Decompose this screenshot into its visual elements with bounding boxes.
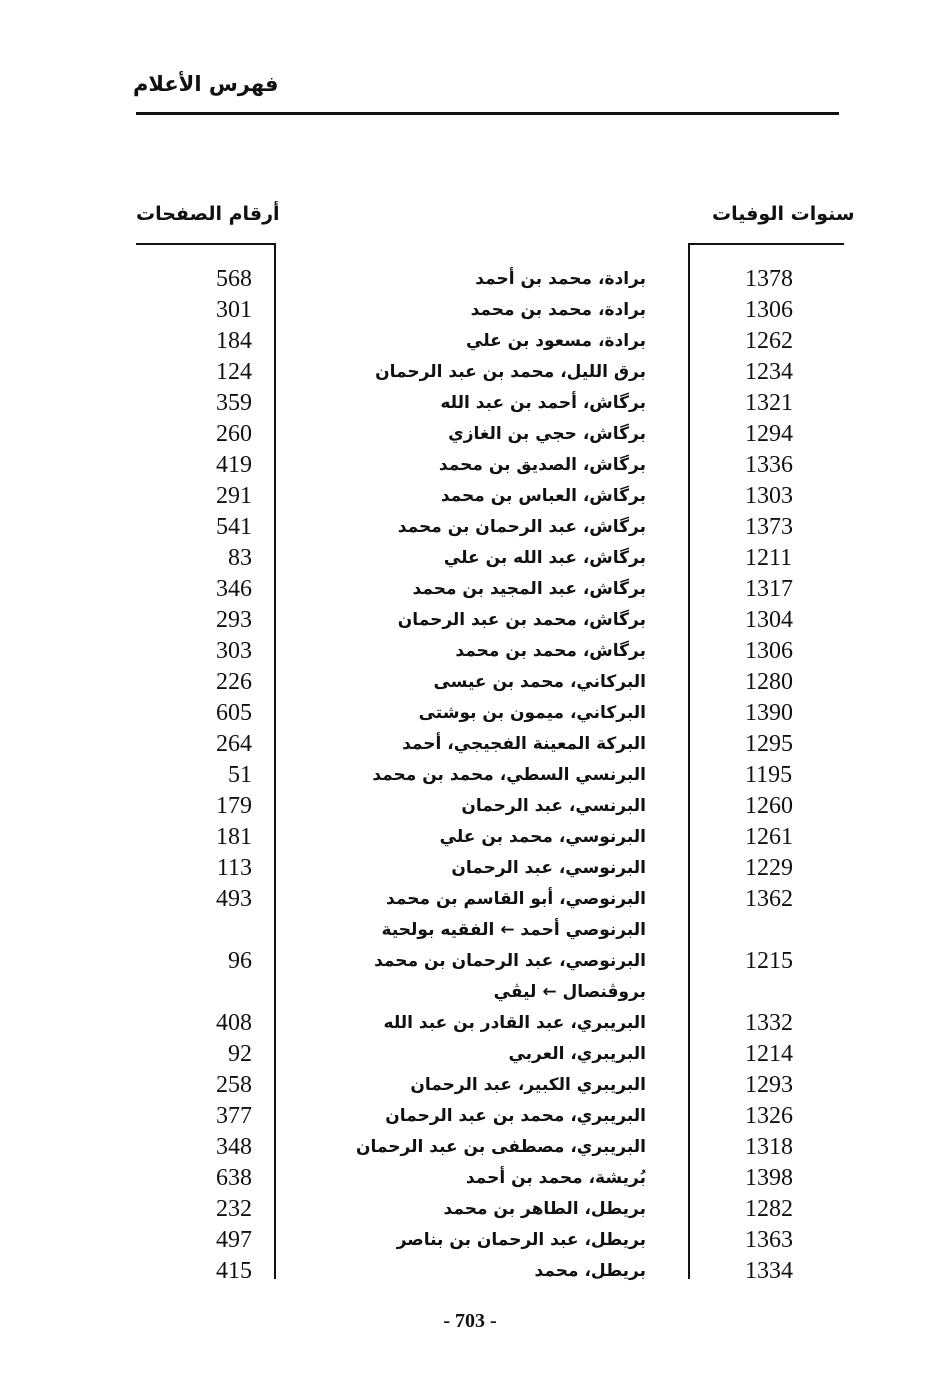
person-name-cell: البرنوسي، عبد الرحمان (451, 858, 646, 878)
index-row (0, 1070, 940, 1101)
page-number-cell: 301 (216, 297, 252, 323)
death-year-cell: 1363 (745, 1227, 793, 1253)
person-name-cell: البريبري، محمد بن عبد الرحمان (385, 1106, 646, 1126)
index-row (0, 915, 940, 946)
index-row (0, 1256, 940, 1287)
death-year-cell: 1303 (745, 483, 793, 509)
person-name-cell: البريبري، العربي (508, 1044, 646, 1064)
index-row (0, 1008, 940, 1039)
person-name-cell: برگاش، العباس بن محمد (440, 486, 646, 506)
index-row (0, 791, 940, 822)
person-name-cell: برگاش، عبد الله بن علي (443, 548, 646, 568)
death-year-cell: 1321 (745, 390, 793, 416)
death-year-cell: 1390 (745, 700, 793, 726)
index-table (0, 264, 940, 1287)
index-row (0, 1132, 940, 1163)
page-number: - 703 - (443, 1310, 497, 1332)
person-name-cell: البركاني، محمد بن عيسى (433, 672, 646, 692)
page-number-cell: 96 (228, 948, 252, 974)
page-number-cell: 260 (216, 421, 252, 447)
index-row (0, 636, 940, 667)
index-row (0, 326, 940, 357)
person-name-cell: برگاش، أحمد بن عبد الله (440, 393, 646, 413)
index-row (0, 1039, 940, 1070)
index-row (0, 977, 940, 1008)
index-row (0, 1163, 940, 1194)
years-column-header: سنوات الوفيات (712, 203, 855, 225)
page-number-cell: 415 (216, 1258, 252, 1284)
page-number-cell: 92 (228, 1041, 252, 1067)
death-year-cell: 1229 (745, 855, 793, 881)
running-head: فهرس الأعلام (133, 72, 279, 96)
index-row (0, 481, 940, 512)
death-year-cell: 1211 (745, 545, 793, 571)
person-name-cell: البريبري، عبد القادر بن عبد الله (383, 1013, 646, 1033)
death-year-cell: 1398 (745, 1165, 793, 1191)
person-name-cell: البرنسي السطي، محمد بن محمد (372, 765, 646, 785)
index-row (0, 667, 940, 698)
person-name-cell: بُريشة، محمد بن أحمد (465, 1168, 646, 1188)
person-name-cell: برگاش، عبد المجيد بن محمد (412, 579, 646, 599)
death-year-cell: 1295 (745, 731, 793, 757)
page-number-cell: 184 (216, 328, 252, 354)
index-row (0, 698, 940, 729)
person-name-cell: البريبري، مصطفى بن عبد الرحمان (356, 1137, 646, 1157)
death-year-cell: 1262 (745, 328, 793, 354)
death-year-cell: 1234 (745, 359, 793, 385)
person-name-cell: البركة المعينة الفجيجي، أحمد (402, 734, 646, 754)
person-name-cell: بريطل، عبد الرحمان بن بناصر (396, 1230, 646, 1250)
page-number-cell: 408 (216, 1010, 252, 1036)
page-number-cell: 303 (216, 638, 252, 664)
page-number-cell: 113 (216, 855, 252, 881)
death-year-cell: 1215 (745, 948, 793, 974)
person-name-cell: البرنوصي أحمد ← الفقيه بولحية (381, 920, 646, 940)
person-name-cell: البريبري الكبير، عبد الرحمان (410, 1075, 646, 1095)
person-name-cell: برادة، محمد بن أحمد (475, 269, 646, 289)
death-year-cell: 1317 (745, 576, 793, 602)
page-number-cell: 258 (216, 1072, 252, 1098)
death-year-cell: 1282 (745, 1196, 793, 1222)
index-row (0, 760, 940, 791)
index-row (0, 1225, 940, 1256)
page-number-cell: 232 (216, 1196, 252, 1222)
page-number-cell: 226 (216, 669, 252, 695)
index-row (0, 388, 940, 419)
death-year-cell: 1336 (745, 452, 793, 478)
death-year-cell: 1260 (745, 793, 793, 819)
page-number-cell: 541 (216, 514, 252, 540)
page-number-cell: 638 (216, 1165, 252, 1191)
page-number-cell: 568 (216, 266, 252, 292)
index-row (0, 450, 940, 481)
page-number-cell: 377 (216, 1103, 252, 1129)
person-name-cell: البرنسي، عبد الرحمان (461, 796, 646, 816)
index-row (0, 884, 940, 915)
index-row (0, 543, 940, 574)
page-number-cell: 359 (216, 390, 252, 416)
header-rule (136, 112, 839, 115)
index-row (0, 729, 940, 760)
index-row (0, 512, 940, 543)
page-number-cell: 83 (228, 545, 252, 571)
death-year-cell: 1306 (745, 297, 793, 323)
person-name-cell: برق الليل، محمد بن عبد الرحمان (375, 362, 646, 382)
index-row (0, 295, 940, 326)
page-number-cell: 181 (216, 824, 252, 850)
person-name-cell: بروڤنصال ← ليڤي (493, 982, 646, 1002)
person-name-cell: البركاني، ميمون بن بوشتى (418, 703, 646, 723)
person-name-cell: برادة، محمد بن محمد (470, 300, 646, 320)
death-year-cell: 1326 (745, 1103, 793, 1129)
person-name-cell: البرنوصي، عبد الرحمان بن محمد (374, 951, 646, 971)
death-year-cell: 1261 (745, 824, 793, 850)
death-year-cell: 1362 (745, 886, 793, 912)
person-name-cell: برگاش، عبد الرحمان بن محمد (397, 517, 646, 537)
death-year-cell: 1306 (745, 638, 793, 664)
index-row (0, 1101, 940, 1132)
index-row (0, 822, 940, 853)
page-number-cell: 51 (228, 762, 252, 788)
death-year-cell: 1332 (745, 1010, 793, 1036)
index-row (0, 264, 940, 295)
person-name-cell: البرنوسي، محمد بن علي (439, 827, 646, 847)
death-year-cell: 1293 (745, 1072, 793, 1098)
person-name-cell: بريطل، الطاهر بن محمد (443, 1199, 646, 1219)
death-year-cell: 1195 (745, 762, 793, 788)
index-row (0, 574, 940, 605)
page-number-cell: 291 (216, 483, 252, 509)
death-year-cell: 1304 (745, 607, 793, 633)
page-number-cell: 264 (216, 731, 252, 757)
person-name-cell: برگاش، محمد بن محمد (455, 641, 646, 661)
page-number-cell: 497 (216, 1227, 252, 1253)
death-year-cell: 1294 (745, 421, 793, 447)
page-number-cell: 179 (216, 793, 252, 819)
index-row (0, 853, 940, 884)
person-name-cell: بريطل، محمد (534, 1261, 646, 1281)
page-number-cell: 293 (216, 607, 252, 633)
index-row (0, 357, 940, 388)
death-year-cell: 1373 (745, 514, 793, 540)
page-number-cell: 124 (216, 359, 252, 385)
index-row (0, 605, 940, 636)
index-row (0, 946, 940, 977)
index-row (0, 1194, 940, 1225)
person-name-cell: برادة، مسعود بن علي (466, 331, 646, 351)
page-number-cell: 605 (216, 700, 252, 726)
index-row (0, 419, 940, 450)
page-number-cell: 348 (216, 1134, 252, 1160)
death-year-cell: 1214 (745, 1041, 793, 1067)
person-name-cell: برگاش، الصديق بن محمد (438, 455, 646, 475)
death-year-cell: 1334 (745, 1258, 793, 1284)
death-year-cell: 1378 (745, 266, 793, 292)
page-number-cell: 419 (216, 452, 252, 478)
death-year-cell: 1318 (745, 1134, 793, 1160)
pages-column-header: أرقام الصفحات (136, 203, 280, 225)
death-year-cell: 1280 (745, 669, 793, 695)
page-number-cell: 346 (216, 576, 252, 602)
page-number-cell: 493 (216, 886, 252, 912)
person-name-cell: البرنوصي، أبو القاسم بن محمد (386, 889, 646, 909)
person-name-cell: برگاش، محمد بن عبد الرحمان (397, 610, 646, 630)
person-name-cell: برگاش، حجي بن الغازي (448, 424, 646, 444)
